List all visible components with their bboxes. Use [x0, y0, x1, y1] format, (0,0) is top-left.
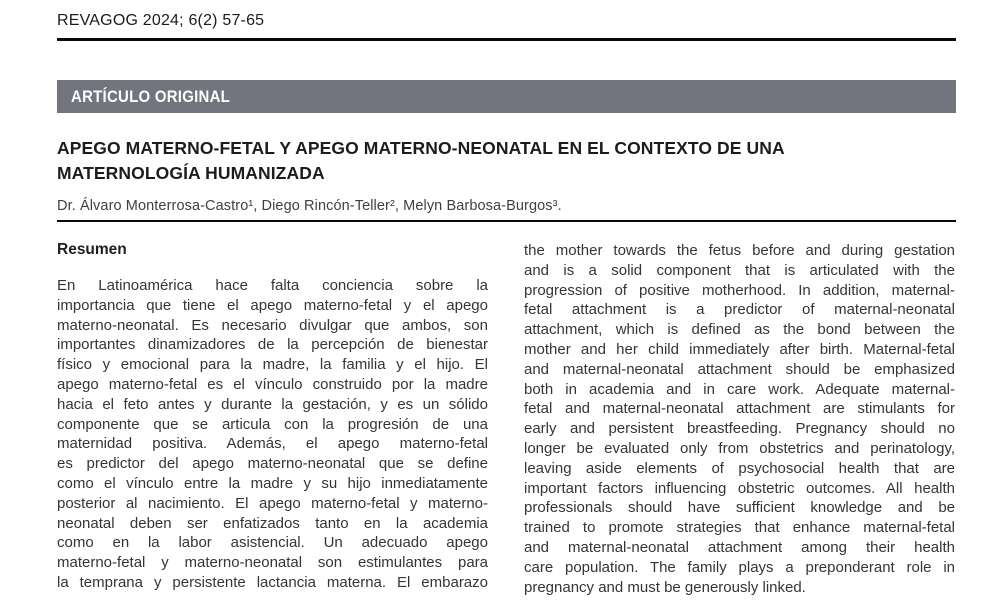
article-authors: Dr. Álvaro Monterrosa-Castro¹, Diego Rincón-Teller², Melyn Barbosa-Burgos³. — [57, 198, 562, 214]
text-line: materno-fetal y materno-neonatal son estimulantes para — [57, 554, 488, 572]
journal-header — [57, 0, 956, 30]
text-line: hacia el feto antes y durante la gestación, y es un sólido — [57, 395, 488, 413]
text-line: importantes dinamizadores de la percepción de bienestar — [57, 336, 488, 354]
text-line: progression of positive motherhood. In addition, maternal- — [524, 281, 955, 299]
text-line: early and persistent breastfeeding. Pregnancy should no — [524, 420, 955, 438]
text-line: and is a solid component that is articulated with the — [524, 261, 955, 279]
text-line: pregnancy and must be generously linked. — [524, 578, 806, 596]
abstract-spanish-text — [57, 276, 488, 593]
abstract-heading-resumen: Resumen — [57, 241, 127, 258]
text-line: and maternal-neonatal attachment among their health — [524, 538, 955, 556]
text-line: and maternal-neonatal attachment should be emphasized — [524, 360, 955, 378]
text-line: professionals should have sufficient knowledge and be — [524, 499, 955, 517]
text-line: importancia que tiene el apego materno-fetal y el apego — [57, 296, 488, 314]
text-line: componente que se articula con la progresión de una — [57, 415, 488, 433]
article-type-label: ARTÍCULO ORIGINAL — [71, 86, 231, 106]
text-line: En Latinoamérica hace falta conciencia sobre la — [57, 277, 488, 294]
text-line: es predictor del apego materno-neonatal que se define — [57, 455, 488, 473]
abstract-columns — [57, 241, 956, 597]
article-type-banner — [57, 80, 956, 113]
text-line: care population. The family plays a preponderant role in — [524, 558, 955, 576]
abstract-english-column — [524, 241, 955, 597]
text-line: neonatal deben ser enfatizados tanto en la academia — [57, 514, 488, 532]
text-line: fetal and maternal-neonatal attachment are stimulants for — [524, 400, 955, 418]
abstract-spanish-column — [57, 241, 488, 597]
text-line: the mother towards the fetus before and during gestation — [524, 242, 955, 259]
text-line: longer be evaluated only from obstetrics and perinatology, — [524, 439, 955, 457]
text-line: maternidad positiva. Además, el apego materno-fetal — [57, 435, 488, 453]
text-line: físico y emocional para la madre, la familia y el hijo. El — [57, 356, 488, 374]
text-line: mother and her child immediately after birth. Maternal-fetal — [524, 340, 955, 358]
text-line: posterior al nacimiento. El apego materno-fetal y materno- — [57, 494, 488, 512]
text-line: attachment, which is defined as the bond between the — [524, 321, 955, 339]
abstract-english-text — [524, 241, 955, 597]
journal-citation: REVAGOG 2024; 6(2) 57-65 — [57, 12, 265, 29]
text-line: materno-neonatal. Es necesario divulgar que ambos, son — [57, 316, 488, 334]
text-line: trained to promote strategies that enhance maternal-fetal — [524, 519, 955, 537]
text-line: apego materno-fetal es el vínculo construido por la madre — [57, 375, 488, 393]
text-line: la temprana y persistente lactancia materna. El embarazo — [57, 573, 488, 591]
authors-rule — [57, 220, 956, 222]
text-line: leaving aside elements of psychosocial health that are — [524, 459, 955, 477]
header-rule — [57, 38, 956, 41]
text-line: important factors influencing obstetric outcomes. All health — [524, 479, 955, 497]
article-title: APEGO MATERNO-FETAL Y APEGO MATERNO-NEONATAL EN EL CONTEXTO DE UNA MATERNOLOGÍA HUMANIZADA — [57, 138, 785, 183]
text-line: como en la labor asistencial. Un adecuado apego — [57, 534, 488, 552]
text-line: both in academia and in care work. Adequate maternal- — [524, 380, 955, 398]
text-line: como el vínculo entre la madre y su hijo inmediatamente — [57, 474, 488, 492]
text-line: fetal attachment is a predictor of maternal-neonatal — [524, 301, 955, 319]
